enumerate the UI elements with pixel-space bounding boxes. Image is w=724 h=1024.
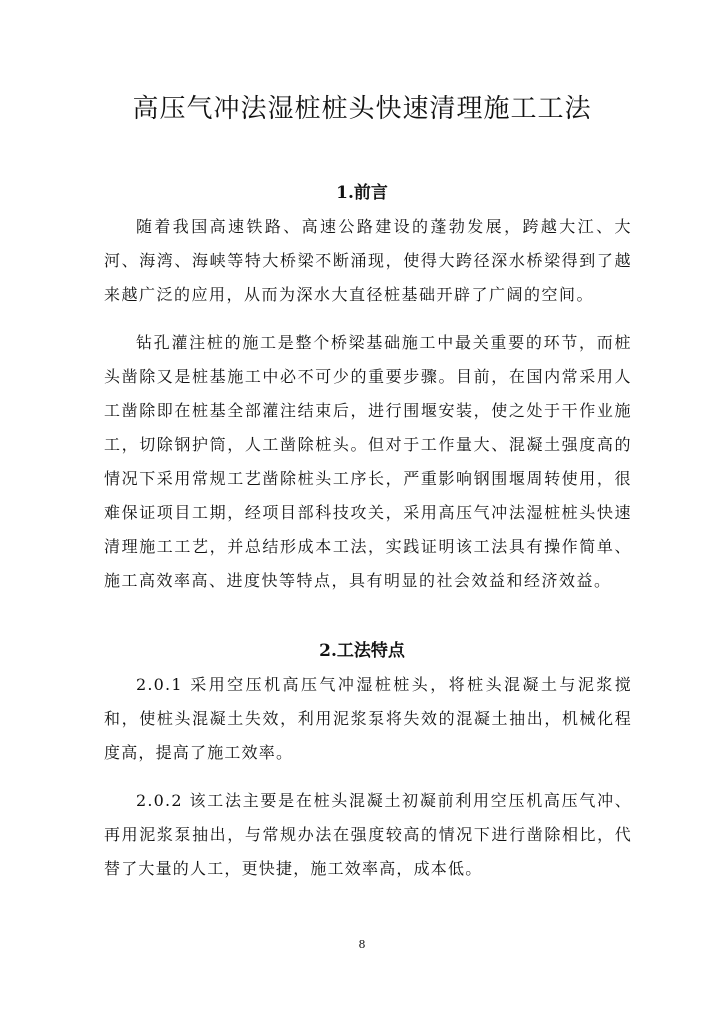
- document-title: 高压气冲法湿桩桩头快速清理施工工法: [132, 94, 592, 124]
- feature-text: 采用空压机高压气冲湿桩桩头，将桩头混凝土与泥浆搅和，使桩头混凝土失效，利用泥浆泵将失效的混凝土抽出，机械化程度高，提高了施工效率。: [104, 675, 632, 762]
- intro-paragraph-1: 随着我国高速铁路、高速公路建设的蓬勃发展，跨越大江、大河、海湾、海峡等特大桥梁不断涌现，使得大跨径深水桥梁得到了越来越广泛的应用，从而为深水大直径桩基础开辟了广阔的空间。: [104, 217, 632, 304]
- intro-paragraph-2: 钻孔灌注桩的施工是整个桥梁基础施工中最关重要的环节，而桩头凿除又是桩基施工中必不可少的重要步骤。目前，在国内常采用人工凿除即在桩基全部灌注结束后，进行围堰安装，使之处于干作业施工，切除钢护筒，人工凿除桩头。但对于工作量大、混凝土强度高的情况下采用常规工艺凿除桩头工序长，严重影响钢围堰周转使用，很难保证项目工期，经项目部科技攻关，采用高压气冲法湿桩桩头快速清理施工工艺，并总结形成本工法，实践证明该工法具有操作简单、施工高效率高、进度快等特点，具有明显的社会效益和经济效益。: [104, 333, 632, 590]
- feature-number: 2.0.1: [136, 675, 183, 694]
- feature-number: 2.0.2: [136, 791, 183, 810]
- feature-item-2-0-2: [104, 784, 632, 886]
- feature-item-2-0-1: [104, 668, 632, 770]
- section-heading-features: 2.工法特点: [319, 641, 405, 661]
- section-heading-intro: 1.前言: [336, 183, 388, 203]
- page-number: 8: [358, 938, 366, 951]
- feature-text: 该工法主要是在桩头混凝土初凝前利用空压机高压气冲、再用泥浆泵抽出，与常规办法在强度较高的情况下进行凿除相比，代替了大量的人工，更快捷，施工效率高，成本低。: [104, 791, 632, 878]
